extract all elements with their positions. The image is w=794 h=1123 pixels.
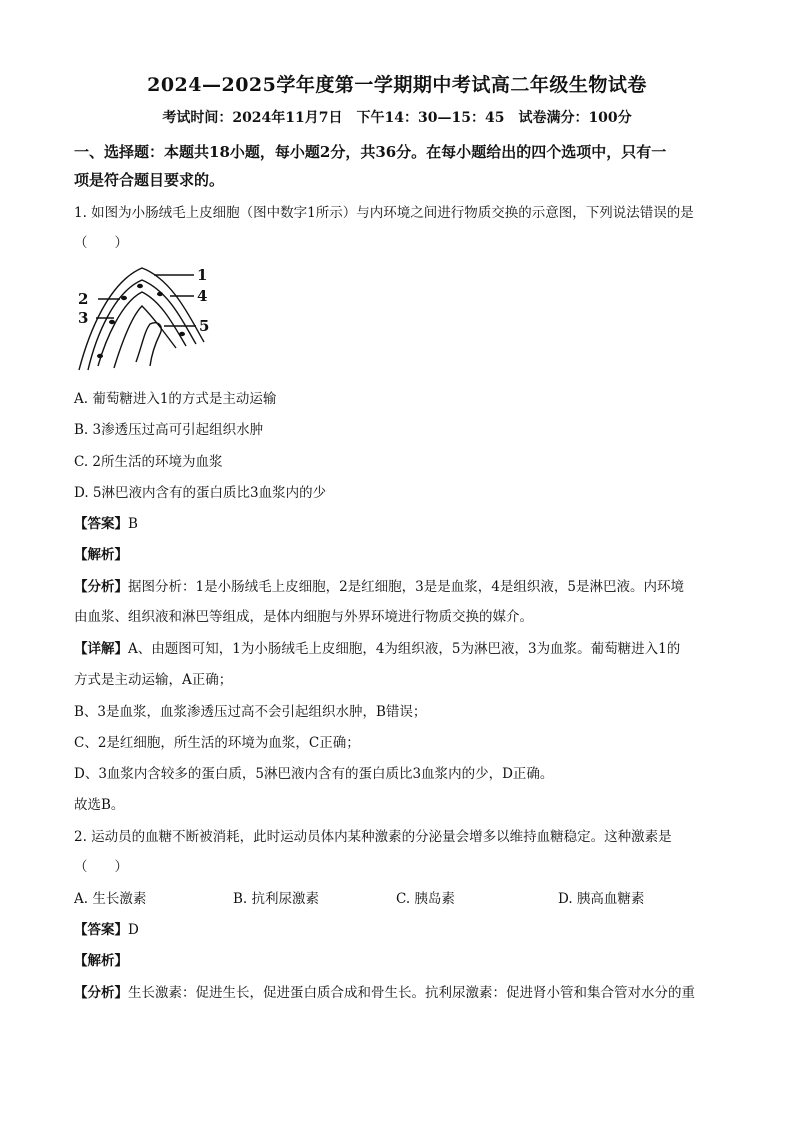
q1-detail-line3: B、3是血浆，血浆渗透压过高不会引起组织水肿，B错误； (74, 704, 427, 720)
answer-value: B (128, 516, 138, 532)
red-blood-cell (137, 284, 143, 288)
figure-label-2: 2 (78, 290, 89, 308)
red-blood-cell (179, 332, 185, 336)
q1-detail-line1: 【详解】A、由题图可知，1为小肠绒毛上皮细胞，4为组织液，5为淋巴液，3为血浆。葡萄糖进入1的 (74, 641, 681, 657)
answer-value: D (128, 922, 139, 938)
q2-answer (74, 920, 734, 940)
lymph-vessel (136, 323, 161, 366)
q1-stem-line2: （ ） (74, 235, 128, 251)
q2-analysis-heading: 【解析】 (74, 953, 128, 969)
q2-option-b: B. 抗利尿激素 (233, 891, 320, 907)
capillary-outer (88, 280, 196, 370)
red-blood-cell (121, 296, 127, 300)
q1-conclusion: 故选B。 (74, 797, 125, 813)
q1-analysis-heading: 【解析】 (74, 547, 128, 563)
q1-analysis-line2: 由血浆、组织液和淋巴等组成，是体内细胞与外界环境进行物质交换的媒介。 (74, 609, 533, 625)
q1-detail-line2: 方式是主动运输，A正确； (74, 672, 233, 688)
q1-option-d: D. 5淋巴液内含有的蛋白质比3血浆内的少 (74, 485, 327, 501)
q1-detail-line5: D、3血浆内含较多的蛋白质，5淋巴液内含有的蛋白质比3血浆内的少，D正确。 (74, 766, 554, 782)
q1-detail-line4: C、2是红细胞，所生活的环境为血浆，C正确； (74, 735, 360, 751)
red-blood-cell (97, 354, 103, 358)
figure-label-1: 1 (197, 266, 208, 284)
analysis-tag: 【分析】 (74, 579, 128, 595)
answer-tag: 【答案】 (74, 922, 128, 938)
capillary-inner (98, 292, 186, 366)
answer-tag: 【答案】 (74, 516, 128, 532)
red-blood-cell (157, 292, 163, 296)
q2-stem-line1: 2. 运动员的血糖不断被消耗，此时运动员体内某种激素的分泌量会增多以维持血糖稳定。这种激素是 (74, 829, 672, 845)
q1-option-a: A. 葡萄糖进入1的方式是主动运输 (74, 391, 277, 407)
figure-label-3: 3 (78, 309, 89, 327)
page-title: 2024—2025学年度第一学期期中考试高二年级生物试卷 (147, 74, 647, 96)
section-heading-line1: 一、选择题：本题共18小题，每小题2分，共36分。在每小题给出的四个选项中，只有一 (74, 143, 667, 161)
figure-label-5: 5 (199, 317, 210, 335)
red-blood-cell (109, 320, 115, 324)
q2-stem-line2: （ ） (74, 859, 128, 875)
detail-tag: 【详解】 (74, 641, 128, 657)
section-heading-line2: 项是符合题目要求的。 (74, 171, 225, 189)
q2-option-a: A. 生长激素 (74, 891, 147, 907)
q2-analysis-line1: 【分析】生长激素：促进生长，促进蛋白质合成和骨生长。抗利尿激素：促进肾小管和集合管对水分的重 (74, 985, 695, 1001)
q1-stem-line1: 1. 如图为小肠绒毛上皮细胞（图中数字1所示）与内环境之间进行物质交换的示意图，下列说法错误的是 (74, 205, 694, 221)
q1-option-c: C. 2所生活的环境为血浆 (74, 454, 223, 470)
q1-option-b: B. 3渗透压过高可引起组织水肿 (74, 422, 264, 438)
villus-diagram (74, 262, 224, 374)
q2-option-c: C. 胰岛素 (396, 891, 455, 907)
analysis-tag: 【分析】 (74, 985, 128, 1001)
q1-analysis-line1: 【分析】据图分析：1是小肠绒毛上皮细胞，2是红细胞，3是是血浆，4是组织液，5是淋巴液。内环境 (74, 579, 684, 595)
exam-info: 考试时间：2024年11月7日 下午14：30—15：45 试卷满分：100分 (162, 110, 632, 126)
figure-label-4: 4 (197, 287, 208, 305)
q1-answer (74, 514, 734, 534)
q2-option-d: D. 胰高血糖素 (558, 891, 645, 907)
